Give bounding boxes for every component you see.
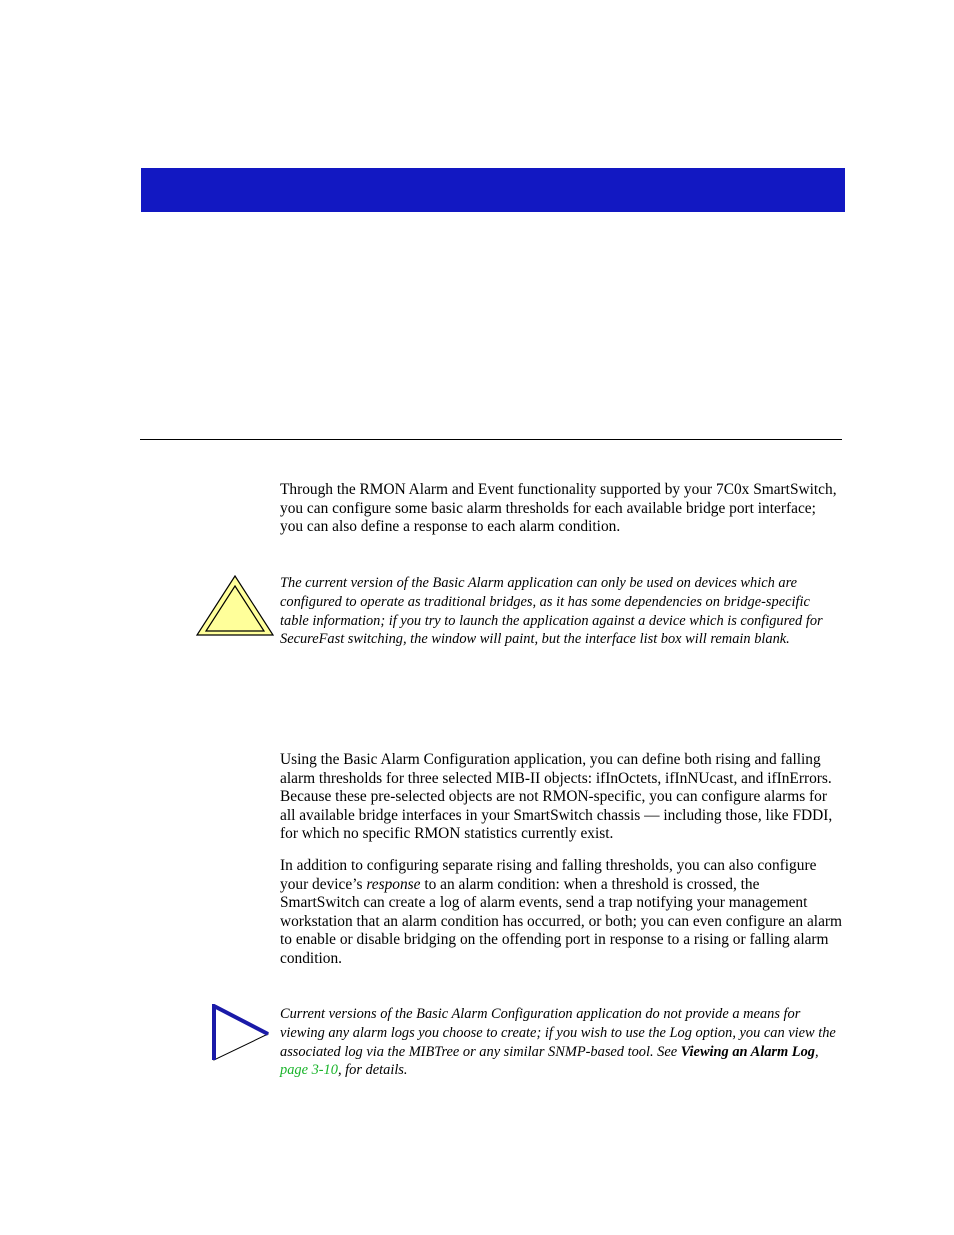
- note-separator: ,: [814, 1043, 819, 1060]
- paragraph-2-text-start: In addition to configuring separate rising and falling thresholds, you can also configure your device’s: [280, 857, 817, 893]
- caution-text: The current version of the Basic Alarm application can only be used on devices which are configured to operate as traditional bridges, as it has some dependencies on bridge-specific table information; if you try to launch the application against a device which is configured for SecureFast switching, the window will paint, but the interface list box will remain blank.: [280, 575, 823, 648]
- caution-triangle-icon: [195, 574, 275, 638]
- intro-paragraph: Through the RMON Alarm and Event functionality supported by your 7C0x SmartSwitch, you can configure some basic alarm thresholds for each available bridge port interface; you can also define a response to each alarm condition.: [280, 481, 837, 536]
- body-paragraph-1: Using the Basic Alarm Configuration application, you can define both rising and falling alarm thresholds for three selected MIB-II objects: ifInOctets, ifInNUcast, and ifInErrors. Because these pre-selected objects are not RMON-specific, you can configure alarms for all available bridge interfaces in your SmartSwitch chassis — including those, like FDDI, for which no specific RMON statistics currently exist.: [280, 751, 833, 843]
- note-pointer-icon: [212, 1004, 272, 1062]
- note-text: [280, 1005, 842, 1080]
- note-text-start: Current versions of the Basic Alarm Configuration application do not provide a means for viewing any alarm logs you choose to create; if you wish to use the Log option, you can view the associated log via the MIBTree or any similar SNMP-based tool. See: [280, 1006, 836, 1060]
- paragraph-2-text-end: to an alarm condition: when a threshold is crossed, the SmartSwitch can create a log of alarm events, send a trap notifying your management workstation that an alarm condition has occurred, or both; you can even configure an alarm to enable or disable bridging on the offending port in response to a rising or falling alarm condition.: [280, 875, 842, 967]
- note-text-end: , for details.: [337, 1062, 408, 1079]
- viewing-alarm-log-reference: Viewing an Alarm Log: [680, 1043, 815, 1060]
- section-rule: [140, 439, 842, 440]
- page-reference-link[interactable]: page 3-10: [280, 1062, 338, 1079]
- response-emphasis: response: [366, 875, 421, 893]
- chapter-banner: [141, 168, 845, 212]
- body-paragraph-2: [280, 857, 842, 969]
